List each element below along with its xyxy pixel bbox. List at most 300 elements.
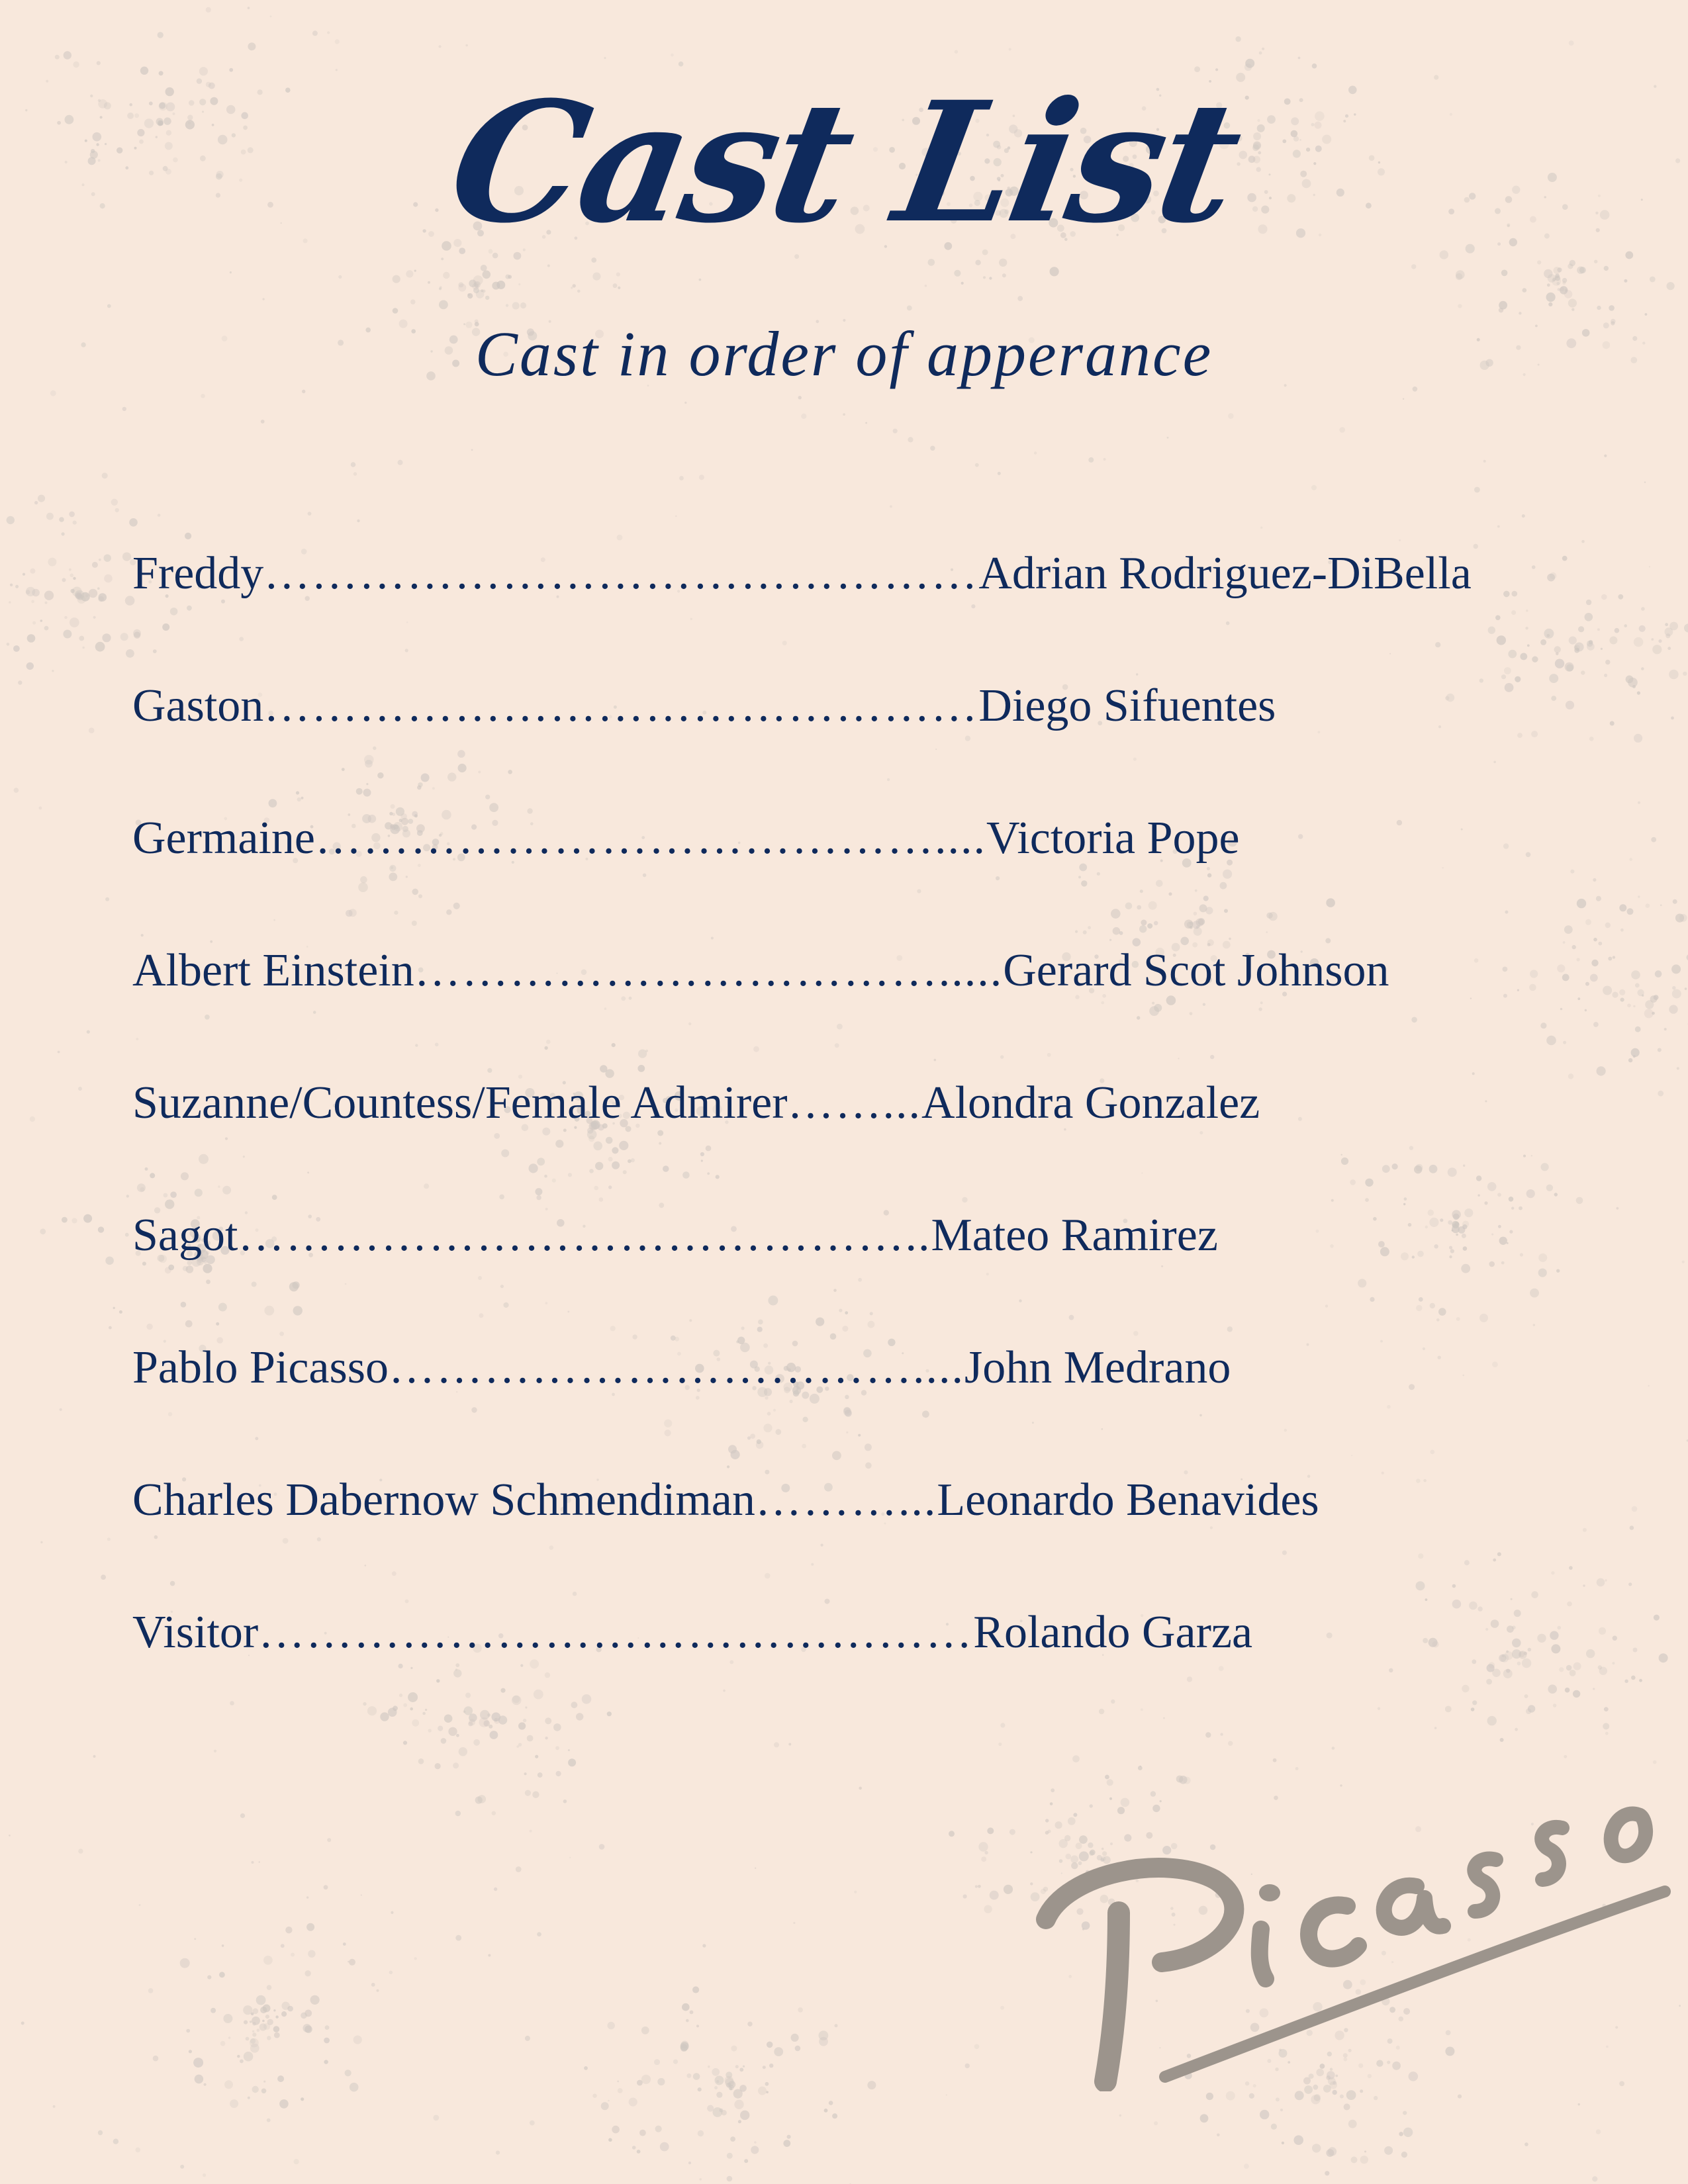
cast-row — [132, 1332, 1622, 1464]
texture-speck — [990, 1891, 999, 1900]
texture-speck — [186, 2029, 190, 2033]
texture-speck — [465, 44, 468, 47]
cast-role: Sagot — [132, 1210, 238, 1261]
texture-speck — [113, 1307, 115, 1309]
texture-speck — [1631, 1676, 1636, 1680]
texture-speck — [62, 1217, 68, 1223]
texture-speck — [10, 584, 13, 586]
texture-speck — [1351, 2157, 1358, 2163]
texture-speck — [617, 2081, 619, 2083]
texture-speck — [1346, 2090, 1356, 2100]
texture-speck — [1604, 266, 1609, 271]
texture-speck — [69, 569, 71, 571]
texture-speck — [14, 788, 19, 793]
texture-speck — [13, 645, 20, 652]
texture-speck — [632, 2146, 636, 2150]
texture-speck — [865, 422, 867, 424]
texture-speck — [1641, 607, 1645, 611]
cast-role: Visitor — [132, 1607, 259, 1658]
texture-speck — [92, 562, 98, 568]
texture-speck — [310, 1995, 320, 2005]
texture-speck — [1568, 263, 1573, 269]
texture-speck — [961, 282, 964, 285]
texture-speck — [102, 633, 111, 642]
texture-speck — [476, 290, 485, 298]
cast-row — [132, 537, 1622, 670]
texture-speck — [654, 2059, 660, 2065]
texture-speck — [1672, 989, 1681, 999]
texture-speck — [248, 2097, 250, 2099]
texture-speck — [599, 1844, 605, 1850]
texture-speck — [40, 619, 43, 622]
texture-speck — [1271, 2124, 1277, 2130]
texture-speck — [257, 2028, 260, 2032]
texture-speck — [641, 2026, 649, 2034]
texture-speck — [538, 1772, 543, 1778]
texture-speck — [357, 520, 359, 522]
texture-speck — [62, 578, 66, 582]
texture-speck — [1000, 2006, 1004, 2010]
texture-speck — [734, 2100, 743, 2109]
texture-speck — [240, 1813, 245, 1818]
texture-speck — [824, 2109, 828, 2113]
texture-speck — [113, 2139, 118, 2144]
texture-speck — [327, 1838, 331, 1842]
texture-speck — [252, 1861, 254, 1864]
texture-speck — [930, 446, 935, 451]
texture-speck — [348, 1961, 350, 1963]
texture-speck — [418, 1758, 424, 1764]
texture-speck — [998, 1743, 1002, 1746]
texture-speck — [537, 1932, 541, 1936]
texture-speck — [1628, 1058, 1632, 1062]
texture-speck — [1312, 2144, 1321, 2152]
texture-speck — [281, 2011, 287, 2017]
texture-speck — [708, 2066, 710, 2068]
texture-speck — [712, 2068, 720, 2076]
texture-speck — [377, 1989, 379, 1992]
texture-speck — [325, 2025, 330, 2030]
texture-speck — [505, 275, 510, 279]
texture-speck — [978, 1885, 981, 1888]
texture-speck — [1627, 1003, 1631, 1007]
texture-speck — [795, 2046, 801, 2052]
texture-speck — [1340, 2095, 1344, 2099]
cast-row — [132, 934, 1622, 1067]
texture-speck — [1673, 899, 1677, 904]
texture-speck — [1667, 282, 1675, 290]
texture-speck — [261, 2089, 267, 2094]
texture-speck — [428, 281, 430, 284]
texture-speck — [89, 589, 97, 598]
texture-speck — [608, 2138, 612, 2142]
texture-speck — [1651, 638, 1654, 641]
texture-speck — [244, 2052, 254, 2062]
texture-speck — [699, 475, 704, 480]
texture-speck — [71, 1218, 77, 1223]
texture-speck — [1671, 717, 1674, 720]
texture-speck — [107, 1537, 111, 1541]
texture-speck — [713, 2107, 723, 2117]
texture-speck — [686, 2019, 689, 2023]
texture-speck — [99, 593, 107, 602]
texture-speck — [324, 2060, 328, 2064]
texture-speck — [793, 1922, 795, 1924]
texture-speck — [34, 501, 38, 504]
texture-speck — [1555, 275, 1560, 281]
texture-speck — [743, 2066, 745, 2068]
cast-actor: Victoria Pope — [986, 813, 1240, 864]
texture-speck — [637, 2150, 641, 2154]
texture-speck — [473, 275, 483, 285]
texture-speck — [1565, 289, 1568, 291]
texture-speck — [978, 1842, 988, 1851]
texture-speck — [739, 2068, 743, 2071]
texture-speck — [1140, 1766, 1141, 1767]
texture-speck — [273, 2009, 275, 2011]
texture-speck — [270, 15, 272, 17]
texture-speck — [240, 2060, 244, 2064]
texture-speck — [715, 2075, 724, 2085]
texture-speck — [87, 1030, 90, 1034]
texture-speck — [1384, 2146, 1393, 2155]
texture-speck — [1578, 2103, 1580, 2105]
texture-speck — [1017, 296, 1023, 301]
texture-speck — [335, 39, 340, 44]
texture-speck — [525, 1790, 531, 1796]
texture-speck — [963, 1894, 967, 1898]
texture-speck — [267, 2118, 271, 2122]
texture-speck — [699, 279, 702, 281]
texture-speck — [455, 1935, 461, 1941]
texture-speck — [15, 585, 19, 588]
texture-speck — [9, 1835, 11, 1837]
cast-leader-dots: ……... — [787, 1077, 922, 1128]
texture-speck — [291, 1953, 295, 1957]
texture-speck — [556, 1771, 561, 1776]
texture-speck — [1569, 40, 1574, 46]
texture-speck — [148, 1988, 154, 1993]
texture-speck — [801, 414, 806, 419]
texture-speck — [1374, 2096, 1378, 2100]
cast-row — [132, 1067, 1622, 1199]
texture-speck — [351, 462, 356, 467]
texture-speck — [1009, 48, 1011, 51]
texture-speck — [99, 559, 101, 561]
texture-speck — [70, 589, 74, 593]
texture-speck — [98, 1226, 104, 1232]
texture-speck — [1628, 678, 1638, 688]
cast-actor: Leonardo Benavides — [937, 1475, 1319, 1525]
texture-speck — [1665, 623, 1668, 626]
texture-speck — [1282, 2142, 1284, 2144]
texture-speck — [569, 1857, 571, 1858]
texture-speck — [1500, 1738, 1504, 1742]
texture-speck — [60, 1408, 62, 1411]
texture-speck — [122, 407, 126, 411]
texture-speck — [324, 2038, 330, 2044]
texture-speck — [563, 1799, 567, 1803]
texture-speck — [679, 476, 684, 480]
texture-speck — [248, 42, 256, 50]
texture-speck — [410, 299, 416, 304]
texture-speck — [1259, 52, 1262, 55]
texture-speck — [21, 2022, 24, 2025]
texture-speck — [252, 2086, 259, 2093]
texture-speck — [252, 2030, 254, 2032]
texture-speck — [483, 271, 491, 279]
texture-speck — [1260, 527, 1262, 529]
texture-speck — [494, 1888, 497, 1891]
texture-speck — [774, 1742, 779, 1747]
texture-speck — [52, 670, 54, 672]
texture-speck — [1651, 837, 1656, 842]
page-title: Cast List — [437, 65, 1251, 259]
texture-speck — [1577, 267, 1584, 274]
texture-speck — [1631, 970, 1640, 979]
texture-speck — [835, 2024, 838, 2027]
texture-speck — [456, 1734, 459, 1737]
texture-speck — [274, 2032, 280, 2038]
cast-leader-dots: …………………………………….. — [238, 1210, 931, 1261]
texture-speck — [547, 265, 550, 267]
texture-speck — [492, 282, 500, 290]
texture-speck — [1672, 986, 1675, 989]
texture-speck — [1641, 667, 1644, 670]
texture-speck — [273, 2026, 280, 2032]
texture-speck — [893, 429, 898, 433]
texture-speck — [136, 2148, 141, 2153]
cast-actor: Rolando Garza — [973, 1607, 1253, 1658]
texture-speck — [1644, 482, 1646, 483]
texture-speck — [48, 558, 56, 567]
texture-speck — [975, 463, 979, 467]
texture-speck — [473, 1739, 480, 1746]
texture-speck — [641, 2075, 651, 2084]
texture-speck — [1683, 672, 1687, 676]
texture-speck — [95, 642, 105, 652]
texture-speck — [481, 265, 487, 271]
texture-speck — [220, 2041, 226, 2046]
texture-speck — [406, 270, 413, 277]
texture-speck — [256, 1995, 266, 2005]
texture-speck — [1605, 1732, 1609, 1735]
texture-speck — [275, 2015, 278, 2018]
texture-speck — [1364, 2151, 1366, 2153]
texture-speck — [440, 286, 442, 289]
texture-speck — [983, 276, 986, 279]
texture-speck — [237, 2055, 240, 2058]
texture-speck — [1649, 566, 1650, 567]
texture-speck — [747, 2022, 752, 2026]
texture-speck — [1280, 2109, 1283, 2111]
texture-speck — [259, 2023, 267, 2030]
texture-speck — [1592, 2176, 1597, 2181]
cast-role: Charles Dabernow Schmendiman — [132, 1475, 755, 1525]
texture-speck — [671, 54, 674, 57]
texture-speck — [1483, 460, 1486, 463]
texture-speck — [819, 2037, 828, 2046]
cast-actor: Diego Sifuentes — [978, 680, 1276, 731]
cast-role: Germaine — [132, 813, 315, 864]
cast-leader-dots: ……………………………………… — [263, 680, 979, 731]
texture-speck — [1167, 437, 1169, 439]
texture-speck — [279, 2099, 289, 2109]
texture-speck — [727, 2153, 733, 2159]
cast-actor: Alondra Gonzalez — [921, 1077, 1260, 1128]
texture-speck — [684, 402, 686, 404]
texture-speck — [294, 2159, 299, 2164]
texture-speck — [1205, 1732, 1211, 1737]
texture-speck — [125, 1233, 129, 1237]
texture-speck — [707, 2105, 714, 2112]
texture-speck — [129, 518, 138, 527]
texture-speck — [97, 587, 100, 590]
cast-leader-dots: ………... — [755, 1475, 937, 1525]
texture-speck — [1276, 2097, 1280, 2101]
texture-speck — [699, 2178, 702, 2181]
texture-speck — [1629, 858, 1632, 861]
texture-speck — [1220, 1733, 1223, 1735]
texture-speck — [1659, 1653, 1668, 1662]
texture-speck — [682, 2003, 690, 2011]
texture-speck — [989, 277, 992, 279]
cast-leader-dots: ……………………………………… — [258, 1607, 974, 1658]
texture-speck — [38, 495, 45, 502]
cast-role: Albert Einstein — [132, 945, 414, 996]
cast-role: Freddy — [132, 548, 264, 599]
cast-leader-dots: ………………………………….... — [314, 813, 986, 864]
texture-speck — [263, 2005, 271, 2013]
texture-speck — [1634, 734, 1642, 743]
texture-speck — [1671, 964, 1681, 974]
texture-speck — [267, 2019, 273, 2025]
texture-speck — [488, 1954, 491, 1957]
texture-speck — [1360, 2156, 1368, 2163]
texture-speck — [518, 283, 520, 285]
texture-speck — [1217, 2134, 1220, 2137]
texture-speck — [1206, 2093, 1213, 2100]
texture-speck — [327, 31, 330, 34]
texture-speck — [490, 1731, 498, 1739]
texture-speck — [252, 2017, 260, 2025]
texture-speck — [109, 1326, 112, 1330]
texture-speck — [23, 573, 25, 576]
texture-speck — [263, 2081, 265, 2083]
texture-speck — [1456, 273, 1462, 280]
texture-speck — [974, 2044, 980, 2050]
texture-speck — [40, 1228, 46, 1234]
texture-speck — [228, 2036, 231, 2039]
texture-speck — [1633, 1055, 1636, 1058]
cast-leader-dots: …………………………….... — [388, 1342, 964, 1393]
texture-speck — [1295, 2091, 1304, 2100]
texture-speck — [1228, 1741, 1233, 1746]
texture-speck — [433, 2115, 439, 2121]
texture-speck — [361, 1895, 362, 1896]
texture-speck — [31, 600, 34, 604]
texture-speck — [981, 1856, 986, 1862]
texture-speck — [44, 626, 49, 631]
texture-speck — [1632, 1506, 1638, 1512]
texture-speck — [69, 512, 75, 518]
texture-speck — [262, 2020, 265, 2023]
texture-speck — [975, 1885, 978, 1888]
texture-speck — [308, 1950, 315, 1958]
texture-speck — [984, 1905, 992, 1913]
texture-speck — [702, 1944, 706, 1947]
texture-speck — [1624, 1680, 1628, 1683]
texture-speck — [829, 2101, 833, 2105]
texture-speck — [1667, 647, 1671, 650]
texture-speck — [26, 662, 34, 670]
texture-speck — [1293, 2135, 1303, 2145]
texture-speck — [716, 2092, 722, 2098]
texture-speck — [601, 2102, 609, 2110]
texture-speck — [350, 2083, 359, 2092]
texture-speck — [1088, 457, 1094, 463]
texture-speck — [64, 616, 68, 619]
texture-speck — [1660, 904, 1662, 906]
texture-speck — [443, 272, 449, 279]
texture-speck — [1260, 2110, 1269, 2119]
texture-speck — [1638, 801, 1640, 804]
cast-row — [132, 670, 1622, 802]
texture-speck — [393, 275, 400, 283]
texture-speck — [9, 601, 11, 603]
texture-speck — [859, 1787, 862, 1790]
texture-speck — [783, 2140, 790, 2147]
texture-speck — [45, 602, 48, 604]
texture-speck — [754, 2141, 756, 2143]
texture-speck — [686, 2073, 691, 2078]
texture-speck — [207, 1976, 211, 1979]
texture-speck — [949, 1831, 955, 1837]
texture-speck — [608, 2100, 610, 2102]
texture-speck — [854, 1891, 857, 1893]
texture-speck — [391, 1911, 393, 1914]
texture-speck — [230, 2099, 238, 2108]
texture-speck — [763, 2066, 766, 2069]
texture-speck — [1103, 458, 1106, 461]
texture-speck — [954, 270, 961, 277]
texture-speck — [301, 2013, 307, 2019]
texture-speck — [692, 1986, 699, 1993]
texture-speck — [1562, 278, 1567, 283]
texture-speck — [250, 2044, 259, 2053]
texture-speck — [1009, 1829, 1015, 1835]
texture-speck — [398, 460, 403, 465]
texture-speck — [693, 2073, 700, 2080]
texture-speck — [105, 1257, 114, 1265]
texture-speck — [738, 2120, 741, 2123]
texture-speck — [83, 1214, 92, 1223]
texture-speck — [1403, 2111, 1407, 2115]
texture-speck — [1226, 2091, 1235, 2101]
texture-speck — [267, 1985, 272, 1990]
texture-speck — [303, 2024, 311, 2032]
texture-speck — [40, 1541, 42, 1543]
texture-speck — [1004, 1885, 1013, 1894]
texture-speck — [1604, 455, 1607, 457]
texture-speck — [46, 513, 54, 520]
texture-speck — [306, 1923, 314, 1931]
texture-speck — [791, 2034, 799, 2042]
texture-speck — [345, 2070, 352, 2076]
texture-speck — [584, 2066, 588, 2070]
texture-speck — [618, 287, 620, 289]
texture-speck — [194, 1938, 196, 1940]
